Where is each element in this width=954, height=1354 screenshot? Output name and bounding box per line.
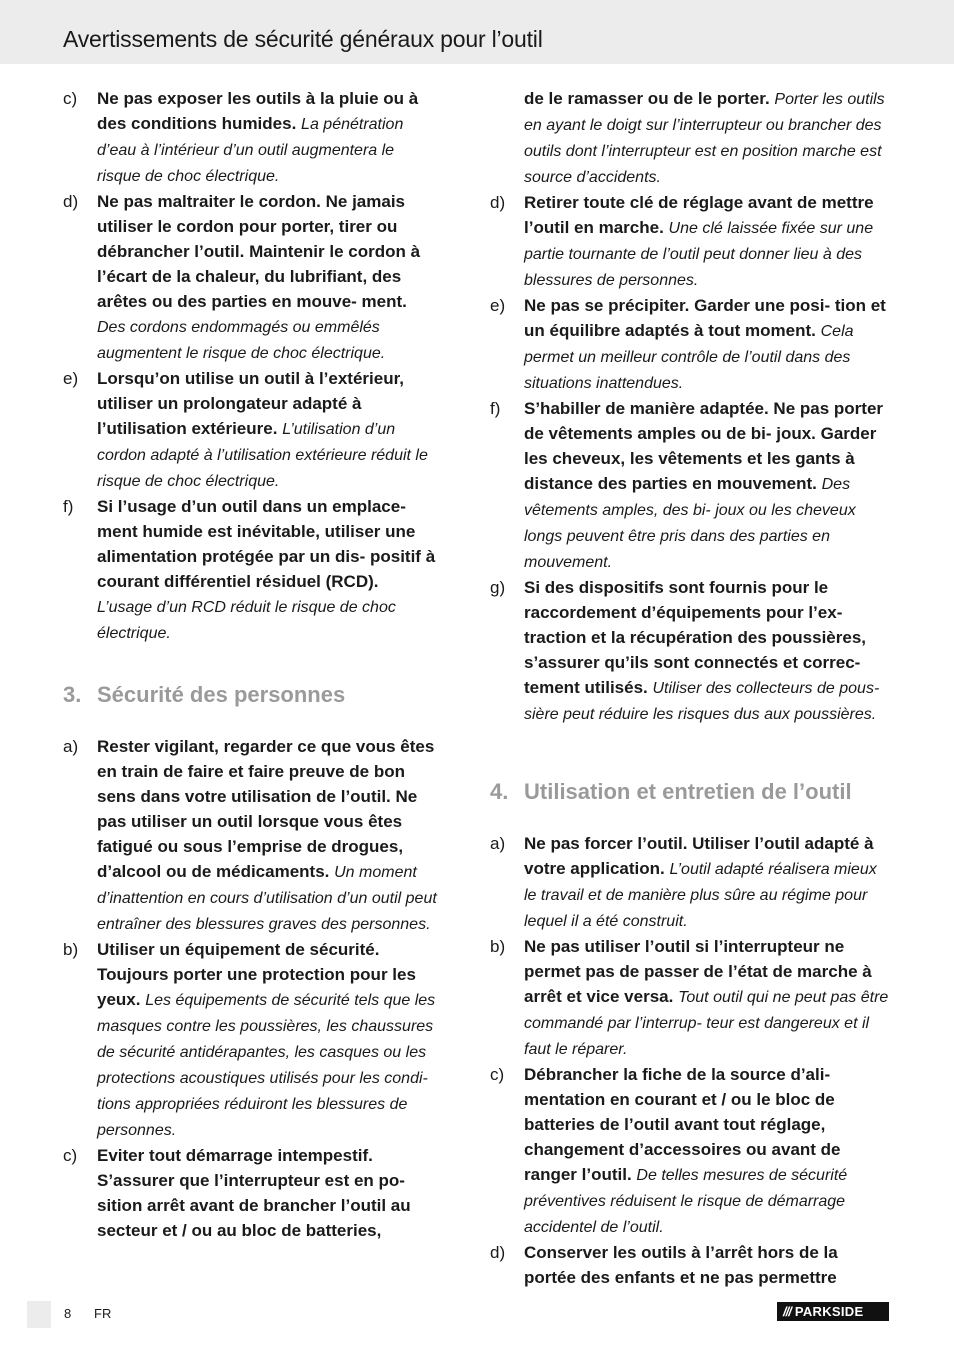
item-bold-text: de le ramasser ou de le porter. bbox=[524, 89, 770, 108]
item-text bbox=[524, 1240, 890, 1290]
page-header bbox=[0, 0, 954, 64]
list-item bbox=[490, 396, 890, 575]
list-item bbox=[490, 1240, 890, 1290]
item-text bbox=[524, 86, 890, 190]
item-italic-text: Des cordons endommagés ou emmêlés augmentent le risque de choc électrique. bbox=[97, 319, 386, 362]
item-italic-text: Utiliser des collecteurs de pous- sière peut réduire les risques dus aux poussières. bbox=[524, 680, 880, 723]
item-bold-text: Ne pas se précipiter. Garder une posi- tion et un équilibre adaptés à tout moment. bbox=[524, 296, 886, 340]
section-title: Sécurité des personnes bbox=[97, 682, 346, 707]
section-heading bbox=[63, 680, 438, 710]
item-bold-text: Utiliser un équipement de sécurité. Toujours porter une protection pour les yeux. bbox=[97, 940, 416, 1009]
item-label: a) bbox=[63, 737, 79, 756]
item-bold-text: Débrancher la fiche de la source d’ali- mentation en courant et / ou le bloc de batteries de l’outil avant tout réglage, changement d’accessoires ou avant de ranger l’outil. bbox=[524, 1065, 841, 1184]
item-bold-text: Si des dispositifs sont fournis pour le raccordement d’équipements pour l’ex- traction et la récupération des poussières, s’assurer qu’ils sont connectés et correc- tement utilisés. bbox=[524, 578, 867, 697]
item-text bbox=[524, 934, 890, 1062]
section-title: Utilisation et entretien de l’outil bbox=[524, 779, 852, 804]
item-italic-text: De telles mesures de sécurité préventives réduisent le risque de démarrage accidentel de l’outil. bbox=[524, 1167, 848, 1236]
list-item bbox=[63, 1143, 438, 1243]
item-bold-text: Ne pas forcer l’outil. Utiliser l’outil adapté à votre application. bbox=[524, 834, 874, 878]
item-text bbox=[97, 86, 438, 189]
left-column bbox=[63, 86, 438, 1243]
section-number: 3. bbox=[63, 682, 82, 707]
item-label: c) bbox=[63, 1146, 78, 1165]
item-text bbox=[97, 937, 438, 1143]
item-label: d) bbox=[63, 192, 79, 211]
list-item bbox=[490, 934, 890, 1062]
item-label: f) bbox=[490, 399, 501, 418]
item-bold-text: Ne pas utiliser l’outil si l’interrupteur ne permet pas de passer de l’état de marche à arrêt et vice versa. bbox=[524, 937, 872, 1006]
item-italic-text: Cela permet un meilleur contrôle de l’outil dans des situations inattendues. bbox=[524, 323, 854, 392]
page-title: Avertissements de sécurité généraux pour l’outil bbox=[63, 26, 543, 52]
item-text bbox=[97, 494, 438, 646]
list-item bbox=[490, 575, 890, 727]
item-text bbox=[524, 831, 890, 934]
list-item bbox=[490, 86, 890, 190]
list-item bbox=[490, 190, 890, 293]
item-bold-text: Retirer toute clé de réglage avant de mettre l’outil en marche. bbox=[524, 193, 874, 237]
item-text bbox=[97, 366, 438, 494]
item-bold-text: Rester vigilant, regarder ce que vous êtes en train de faire et faire preuve de bon sens dans votre utilisation de l’outil. Ne pas utiliser un outil lorsque vous êtes fatigué ou sous l’emprise de drogues, d’alcool ou de médicaments. bbox=[97, 737, 435, 881]
item-text bbox=[524, 190, 890, 293]
list-item bbox=[63, 86, 438, 189]
item-text bbox=[524, 1062, 890, 1240]
list-item bbox=[63, 734, 438, 937]
item-italic-text: Des vêtements amples, des bi- joux ou les cheveux longs peuvent être pris dans des parties en mouvement. bbox=[524, 476, 856, 571]
item-label: e) bbox=[63, 369, 79, 388]
item-text bbox=[524, 575, 890, 727]
section-number: 4. bbox=[490, 779, 509, 804]
item-bold-text: Ne pas maltraiter le cordon. Ne jamais utiliser le cordon pour porter, tirer ou débrancher l’outil. Maintenir le cordon à l’écart de la chaleur, du lubrifiant, des arêtes ou des parties en mouve- ment. bbox=[97, 192, 421, 311]
item-italic-text: La pénétration d’eau à l’intérieur d’un outil augmentera le risque de choc électrique. bbox=[97, 116, 404, 185]
item-bold-text: S’habiller de manière adaptée. Ne pas porter de vêtements amples ou de bi- joux. Garder les cheveux, les vêtements et les gants à distance des parties en mouvement. bbox=[524, 399, 884, 493]
item-text bbox=[97, 1143, 438, 1243]
item-italic-text: L’utilisation d’un cordon adapté à l’utilisation extérieure réduit le risque de choc électrique. bbox=[97, 421, 428, 490]
section-heading bbox=[490, 777, 890, 807]
item-italic-text: Tout outil qui ne peut pas être commandé par l’interrup- teur est dangereux et il faut le réparer. bbox=[524, 989, 889, 1058]
item-label: f) bbox=[63, 497, 74, 516]
list-item bbox=[63, 189, 438, 366]
language-code: FR bbox=[94, 1306, 112, 1321]
list-item bbox=[490, 1062, 890, 1240]
item-text bbox=[97, 189, 438, 366]
item-label: g) bbox=[490, 578, 506, 597]
parkside-logo bbox=[777, 1302, 889, 1321]
item-italic-text: Un moment d’inattention en cours d’utilisation d’un outil peut entraîner des blessures graves des personnes. bbox=[97, 864, 437, 933]
list-item bbox=[63, 937, 438, 1143]
item-italic-text: Porter les outils en ayant le doigt sur l’interrupteur ou brancher des outils dont l’interrupteur est en position marche est source d’accidents. bbox=[524, 91, 885, 186]
item-label: c) bbox=[490, 1065, 505, 1084]
item-label bbox=[490, 86, 524, 190]
list-item bbox=[490, 831, 890, 934]
footer-tab bbox=[27, 1301, 51, 1328]
list-item bbox=[63, 366, 438, 494]
list-item bbox=[490, 293, 890, 396]
item-italic-text: Une clé laissée fixée sur une partie tournante de l’outil peut donner lieu à des blessures de personnes. bbox=[524, 220, 874, 289]
item-label: b) bbox=[63, 940, 79, 959]
item-text bbox=[97, 734, 438, 937]
item-bold-text: Conserver les outils à l’arrêt hors de la portée des enfants et ne pas permettre bbox=[524, 1243, 838, 1287]
item-italic-text: Les équipements de sécurité tels que les masques contre les poussières, les chaussures de sécurité antidérapantes, les casques ou les protections acoustiques utilisés pour les condi- tions appropriées réduiront les blessures de personnes. bbox=[97, 992, 436, 1139]
item-text bbox=[524, 293, 890, 396]
item-text bbox=[524, 396, 890, 575]
item-bold-text: Si l’usage d’un outil dans un emplace- ment humide est inévitable, utiliser une alimentation protégée par un dis- positif à courant différentiel résiduel (RCD). bbox=[97, 497, 436, 591]
item-bold-text: Lorsqu’on utilise un outil à l’extérieur, utiliser un prolongateur adapté à l’utilisation extérieure. bbox=[97, 369, 404, 438]
logo-text: PARKSIDE bbox=[794, 1304, 864, 1319]
right-column bbox=[490, 86, 890, 1290]
logo-slashes-icon: /// bbox=[783, 1304, 791, 1319]
page-number: 8 bbox=[64, 1306, 72, 1321]
item-label: a) bbox=[490, 834, 506, 853]
item-label: e) bbox=[490, 296, 506, 315]
item-label: c) bbox=[63, 89, 78, 108]
item-label: d) bbox=[490, 193, 506, 212]
item-bold-text: Eviter tout démarrage intempestif. S’assurer que l’interrupteur est en po- sition arrêt avant de brancher l’outil au secteur et / ou au bloc de batteries, bbox=[97, 1146, 411, 1240]
item-label: d) bbox=[490, 1243, 506, 1262]
item-italic-text: L’outil adapté réalisera mieux le travail et de manière plus sûre au régime pour lequel il a été construit. bbox=[524, 861, 877, 930]
item-bold-text: Ne pas exposer les outils à la pluie ou à des conditions humides. bbox=[97, 89, 419, 133]
item-italic-text: L’usage d’un RCD réduit le risque de choc électrique. bbox=[97, 599, 396, 642]
list-item bbox=[63, 494, 438, 646]
item-label: b) bbox=[490, 937, 506, 956]
